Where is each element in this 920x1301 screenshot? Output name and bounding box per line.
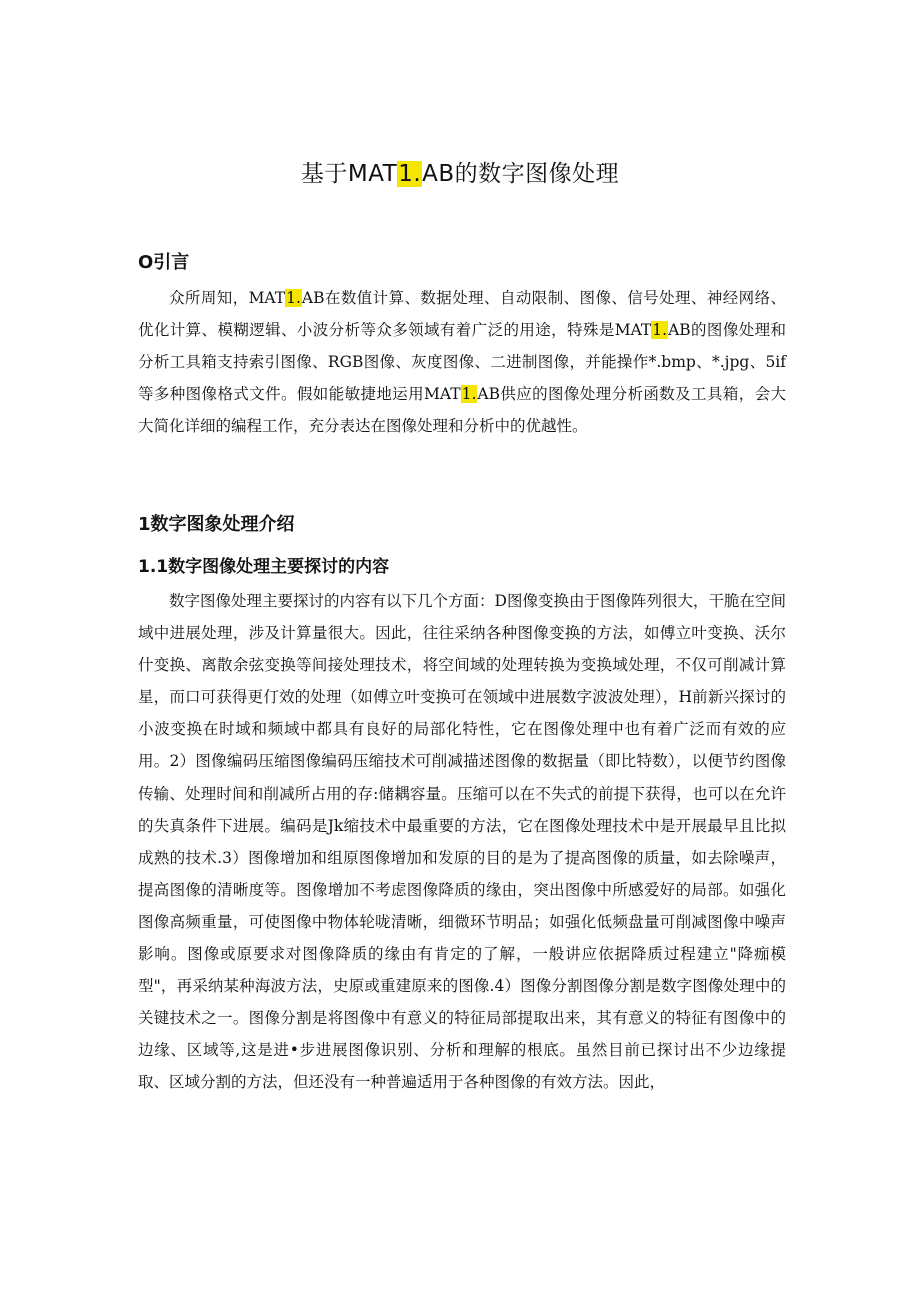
intro-highlight-1: 1. [286, 289, 301, 307]
intro-text-3: AB的图像处理和分析工具箱支持索引图像、RGB图像、灰度图像、二进制图像，并能操作*.bmp、*.jpg、5if等多种图像格式文件。假如能敏捷地运用MAT [138, 321, 786, 404]
section-1-1-heading: 1.1数字图像处理主要探讨的内容 [138, 557, 390, 577]
title-highlight: 1. [398, 161, 422, 187]
intro-text-4: AB供应的图像处理分析函数及工具箱，会大大简化详细的编程工作，充分表达在图像处理和分析中的优越性。 [138, 385, 786, 436]
intro-highlight-2: 1. [652, 321, 668, 340]
section-1-1-body: 数字图像处理主要探讨的内容有以下几个方面：D图像变换由于图像阵列很大，干脆在空间域中进展处理，涉及计算量很大。因此，往往采纳各种图像变换的方法，如傅立叶变换、沃尔什变换、离散余弦变换等间接处理技术，将空间域的处理转换为变换域处理，不仅可削减计算星，而口可获得更仃效的处理（如傅立叶变换可在领域中进展数字波波处理），H前新兴探讨的小波变换在时域和频域中都具有良好的局部化特性，它在图像处理中也有着广泛而有效的应用。2）图像编码压缩图像编码压缩技术可削减描述图像的数据量（即比特数），以便节约图像传输、处理时间和削减所占用的存:储耦容量。压缩可以在不失式的前提下获得，也可以在允许的失真条件下进展。编码是Jk缩技术中最重要的方法，它在图像处理技术中是开展最早且比拟成熟的技术.3）图像增加和组原图像增加和发原的目的是为了提高图像的质量，如去除噪声，提高图像的清晰度等。图像增加不考虑图像降质的缘由，突出图像中所感爱好的局部。如强化图像高频重量，可使图像中物体轮咙清晰，细微环节明品；如强化低频盘量可削减图像中噪声影响。图像或原要求对图像降质的缘由有肯定的了解，一般讲应依据降质过程建立"降痂模型"，再采纳某种海波方法，史原或重建原来的图像.4）图像分割图像分割是数字图像处理中的关键技术之一。图像分割是将图像中有意义的特征局部提取出来，其有意义的特征有图像中的边缘、区域等,这是进•步进展图像识别、分析和理解的根底。虽然目前已探讨出不少边缘提取、区域分割的方法，但还没有一种普遍适用于各种图像的有效方法。因此， [138, 592, 786, 1092]
title-post: AB的数字图像处理 [422, 161, 620, 187]
intro-text-1: 众所周知，MAT [169, 289, 286, 307]
section-0-heading: O引言 [138, 252, 190, 273]
section-1-heading: 1数字图象处理介绍 [138, 514, 295, 535]
section-1-1-paragraph [138, 585, 786, 1099]
intro-highlight-3: 1. [461, 385, 477, 404]
section-0-paragraph [138, 282, 786, 442]
document-title [0, 155, 920, 188]
title-pre: 基于MAT [300, 161, 398, 187]
intro-text-2: AB在数值计算、数据处理、自动限制、图像、信号处理、神经网络、优化计算、模糊逻辑、小波分析等众多领域有着广泛的用途，特殊是MAT [138, 289, 786, 340]
